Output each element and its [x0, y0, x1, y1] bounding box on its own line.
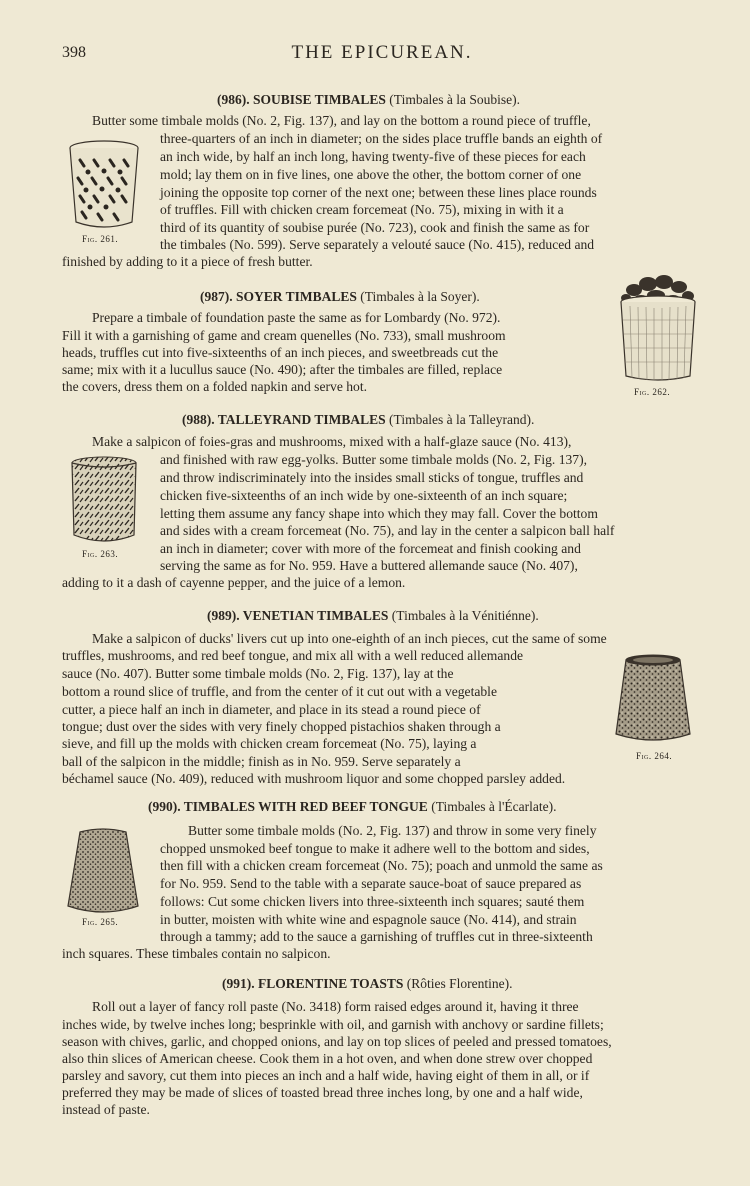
recipe-subtitle: (Timbales à la Soubise). — [389, 92, 521, 107]
text-line: heads, truffles cut into five-sixteenths of an inch pieces, and sweetbreads cut the — [62, 345, 499, 360]
figure-caption-265: Fig. 265. — [82, 917, 119, 927]
recipe-title-text: (991). FLORENTINE TOASTS — [222, 976, 404, 991]
recipe-title-text: (986). SOUBISE TIMBALES — [217, 92, 386, 107]
recipe-title-988 — [182, 412, 534, 428]
recipe-subtitle: (Timbales à l'Écarlate). — [431, 799, 557, 814]
text-line: instead of paste. — [62, 1102, 150, 1117]
text-line: also thin slices of American cheese. Cook them in a hot oven, and when done strew over chopped — [62, 1051, 593, 1066]
text-line: cutter, a piece half an inch in diameter, and place in its stead a round piece of — [62, 702, 481, 717]
text-line: an inch in diameter; cover with more of the forcemeat and finish cooking and — [160, 541, 581, 556]
timbale-figure-261 — [64, 138, 144, 234]
text-line: season with chives, garlic, and chopped onions, and lay on top slices of peeled and pressed tomatoes, — [62, 1034, 612, 1049]
text-line: ball of the salpicon in the middle; finish as in No. 959. Serve separately a — [62, 754, 461, 769]
text-line: three-quarters of an inch in diameter; on the sides place truffle bands an eighth of — [160, 131, 603, 146]
text-line: follows: Cut some chicken livers into three-sixteenth inch squares; sauté them — [160, 894, 585, 909]
text-line: inch squares. These timbales contain no salpicon. — [62, 946, 331, 961]
page-number: 398 — [62, 44, 86, 61]
text-line: for No. 959. Send to the table with a separate sauce-boat of sauce prepared as — [160, 876, 582, 891]
recipe-title-986 — [217, 92, 520, 108]
timbale-figure-264 — [612, 652, 694, 746]
recipe-title-991 — [222, 976, 513, 992]
text-line: the timbales (No. 599). Serve separately a velouté sauce (No. 415), reduced and — [160, 237, 595, 252]
text-line: same; mix with it a lucullus sauce (No. 490); after the timbales are filled, replace — [62, 362, 503, 377]
text-line: parsley and savory, cut them into pieces an inch and a half wide, having eight of them in all, or if — [62, 1068, 590, 1083]
running-head: THE EPICUREAN. — [291, 42, 473, 63]
text-line: mold; lay them on in five lines, one above the other, the bottom corner of one — [160, 167, 582, 182]
text-line: of truffles. Fill with chicken cream forcemeat (No. 75), mixing in with it a — [160, 202, 564, 217]
text-line: Butter some timbale molds (No. 2, Fig. 137), and lay on the bottom a round piece of truffle, — [92, 113, 591, 128]
text-line: Make a salpicon of foies-gras and mushrooms, mixed with a half-glaze sauce (No. 413), — [92, 434, 572, 449]
figure-caption-262: Fig. 262. — [634, 387, 671, 397]
text-line: béchamel sauce (No. 409), reduced with mushroom liquor and some chopped parsley added. — [62, 771, 566, 786]
text-line: then fill with a chicken cream forcemeat (No. 75); poach and unmold the same as — [160, 858, 603, 873]
text-line: sieve, and fill up the molds with chicken cream forcemeat (No. 75), laying a — [62, 736, 477, 751]
text-line: through a tammy; add to the sauce a garnishing of truffles cut in three-sixteenth — [160, 929, 593, 944]
recipe-title-989 — [207, 608, 539, 624]
text-line: Make a salpicon of ducks' livers cut up into one-eighth of an inch pieces, cut the same of some — [92, 631, 607, 646]
page-header — [62, 44, 702, 66]
text-line: joining the opposite top corner of the next one; between these lines place rounds — [160, 185, 597, 200]
text-line: in butter, moisten with white wine and espagnole sauce (No. 414), and strain — [160, 912, 577, 927]
text-line: letting them assume any fancy shape into which they may fall. Cover the bottom — [160, 506, 598, 521]
text-line: chopped unsmoked beef tongue to make it adhere well to the bottom and sides, — [160, 841, 590, 856]
text-line: bottom a round slice of truffle, and from the center of it cut out with a vegetable — [62, 684, 497, 699]
figure-caption-261: Fig. 261. — [82, 234, 119, 244]
timbale-figure-265 — [62, 826, 144, 918]
text-line: sauce (No. 407). Butter some timbale molds (No. 2, Fig. 137), lay at the — [62, 666, 454, 681]
recipe-title-990 — [148, 799, 556, 815]
text-line: an inch wide, by half an inch long, having twenty-five of these pieces for each — [160, 149, 586, 164]
text-line: third of its quantity of soubise purée (No. 723), cook and finish the same as for — [160, 220, 590, 235]
text-line: the covers, dress them on a folded napkin and serve hot. — [62, 379, 368, 394]
recipe-title-987 — [200, 289, 480, 305]
figure-caption-264: Fig. 264. — [636, 751, 673, 761]
recipe-title-text: (989). VENETIAN TIMBALES — [207, 608, 389, 623]
text-line: and sides with a cream forcemeat (No. 75), and lay in the center a salpicon ball half — [160, 523, 615, 538]
recipe-title-text: (987). SOYER TIMBALES — [200, 289, 357, 304]
figure-caption-263: Fig. 263. — [82, 549, 119, 559]
recipe-title-text: (988). TALLEYRAND TIMBALES — [182, 412, 386, 427]
timbale-figure-262 — [616, 268, 700, 386]
recipe-subtitle: (Rôties Florentine). — [406, 976, 513, 991]
text-line: preferred they may be made of slices of toasted bread three inches long, by one and a half wide, — [62, 1085, 583, 1100]
text-line: tongue; dust over the sides with very finely chopped pistachios shaken through a — [62, 719, 501, 734]
text-line: truffles, mushrooms, and red beef tongue, and mix all with a well reduced allemande — [62, 648, 524, 663]
text-line: Fill it with a garnishing of game and cream quenelles (No. 733), small mushroom — [62, 328, 506, 343]
text-line: chicken five-sixteenths of an inch wide by one-sixteenth of an inch square; — [160, 488, 568, 503]
text-line: inches wide, by twelve inches long; besprinkle with oil, and garnish with anchovy or sardine fillets; — [62, 1017, 604, 1032]
recipe-title-text: (990). TIMBALES WITH RED BEEF TONGUE — [148, 799, 428, 814]
text-line: and throw indiscriminately into the insides small sticks of tongue, truffles and — [160, 470, 584, 485]
text-line: finished by adding to it a piece of fresh butter. — [62, 254, 313, 269]
text-line: and finished with raw egg-yolks. Butter some timbale molds (No. 2, Fig. 137), — [160, 452, 588, 467]
text-line: adding to it a dash of cayenne pepper, and the juice of a lemon. — [62, 575, 406, 590]
text-line: Roll out a layer of fancy roll paste (No. 3418) form raised edges around it, having it three — [92, 999, 579, 1014]
text-line: Prepare a timbale of foundation paste the same as for Lombardy (No. 972). — [92, 310, 501, 325]
timbale-figure-263 — [64, 455, 144, 549]
text-line: Butter some timbale molds (No. 2, Fig. 137) and throw in some very finely — [188, 823, 597, 838]
recipe-subtitle: (Timbales à la Soyer). — [360, 289, 480, 304]
recipe-subtitle: (Timbales à la Talleyrand). — [389, 412, 535, 427]
text-line: serving the same as for No. 959. Have a buttered allemande sauce (No. 407), — [160, 558, 578, 573]
recipe-subtitle: (Timbales à la Vénitiénne). — [391, 608, 539, 623]
